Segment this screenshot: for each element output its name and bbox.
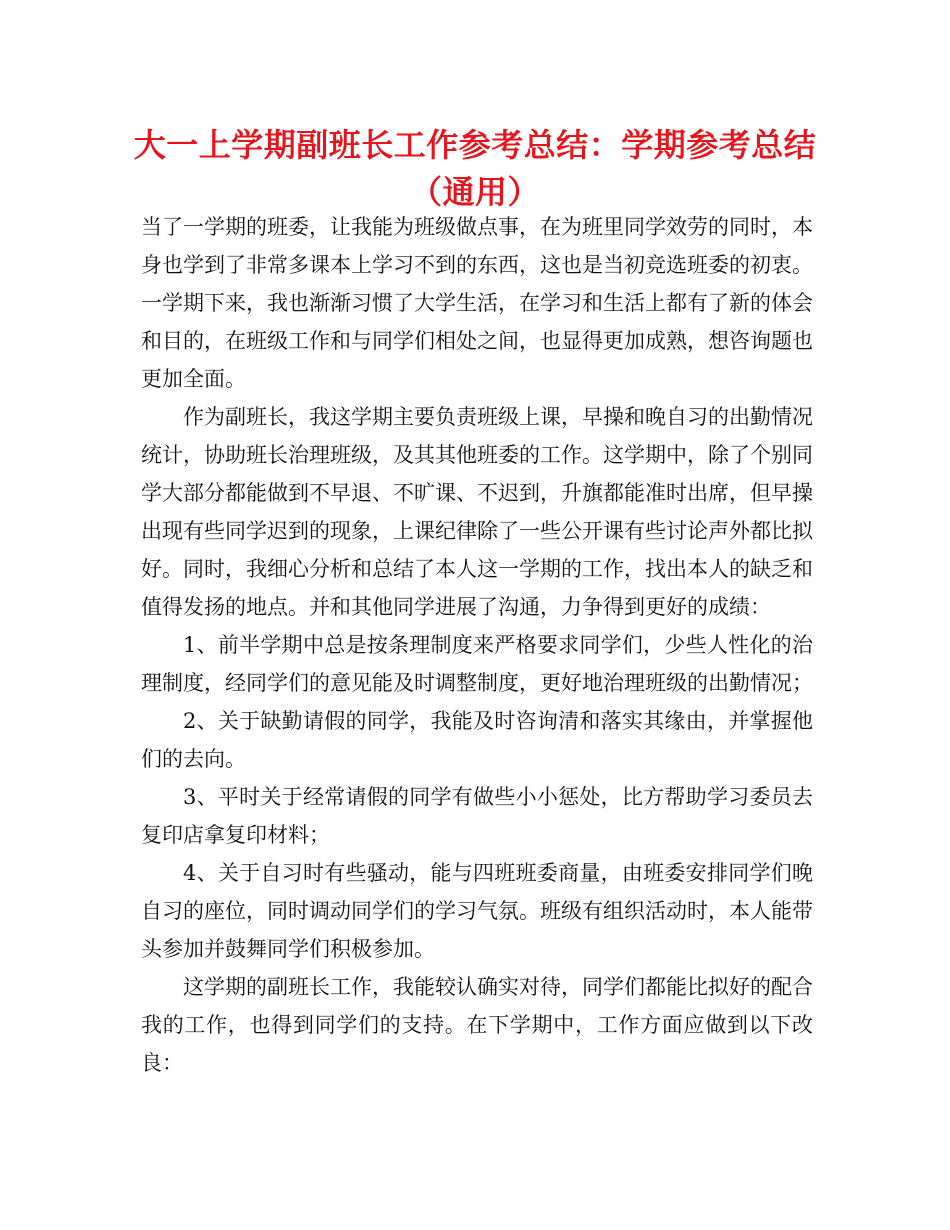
paragraph: 作为副班长，我这学期主要负责班级上课，早操和晚自习的出勤情况统计，协助班长治理班级，及其其他班委的工作。这学期中，除了个别同学大部分都能做到不早退、不旷课、不迟到，升旗都能准时出席，但早操出现有些同学迟到的现象，上课纪律除了一些公开课有些讨论声外都比拟好。同时，我细心分析和总结了本人这一学期的工作，找出本人的缺乏和值得发扬的地点。并和其他同学进展了沟通，力争得到更好的成绩： [141, 405, 813, 619]
paragraph: 4、关于自习时有些骚动，能与四班班委商量，由班委安排同学们晚自习的座位，同时调动同学们的学习气氛。班级有组织活动时，本人能带头参加并鼓舞同学们积极参加。 [141, 861, 813, 961]
paragraph: 3、平时关于经常请假的同学有做些小小惩处，比方帮助学习委员去复印店拿复印材料； [141, 785, 813, 847]
document-title: 大一上学期副班长工作参考总结：学期参考总结（通用） [133, 126, 817, 211]
paragraph: 这学期的副班长工作，我能较认确实对待，同学们都能比拟好的配合我的工作，也得到同学们的支持。在下学期中，工作方面应做到以下改良： [141, 975, 813, 1075]
document-body [141, 208, 813, 1082]
paragraph: 2、关于缺勤请假的同学，我能及时咨询清和落实其缘由，并掌握他们的去向。 [141, 709, 813, 771]
paragraph: 当了一学期的班委，让我能为班级做点事，在为班里同学效劳的同时，本身也学到了非常多课本上学习不到的东西，这也是当初竞选班委的初衷。一学期下来，我也渐渐习惯了大学生活，在学习和生活上都有了新的体会和目的，在班级工作和与同学们相处之间，也显得更加成熟，想咨询题也更加全面。 [141, 215, 813, 391]
paragraph: 1、前半学期中总是按条理制度来严格要求同学们，少些人性化的治理制度，经同学们的意见能及时调整制度，更好地治理班级的出勤情况； [141, 633, 813, 695]
